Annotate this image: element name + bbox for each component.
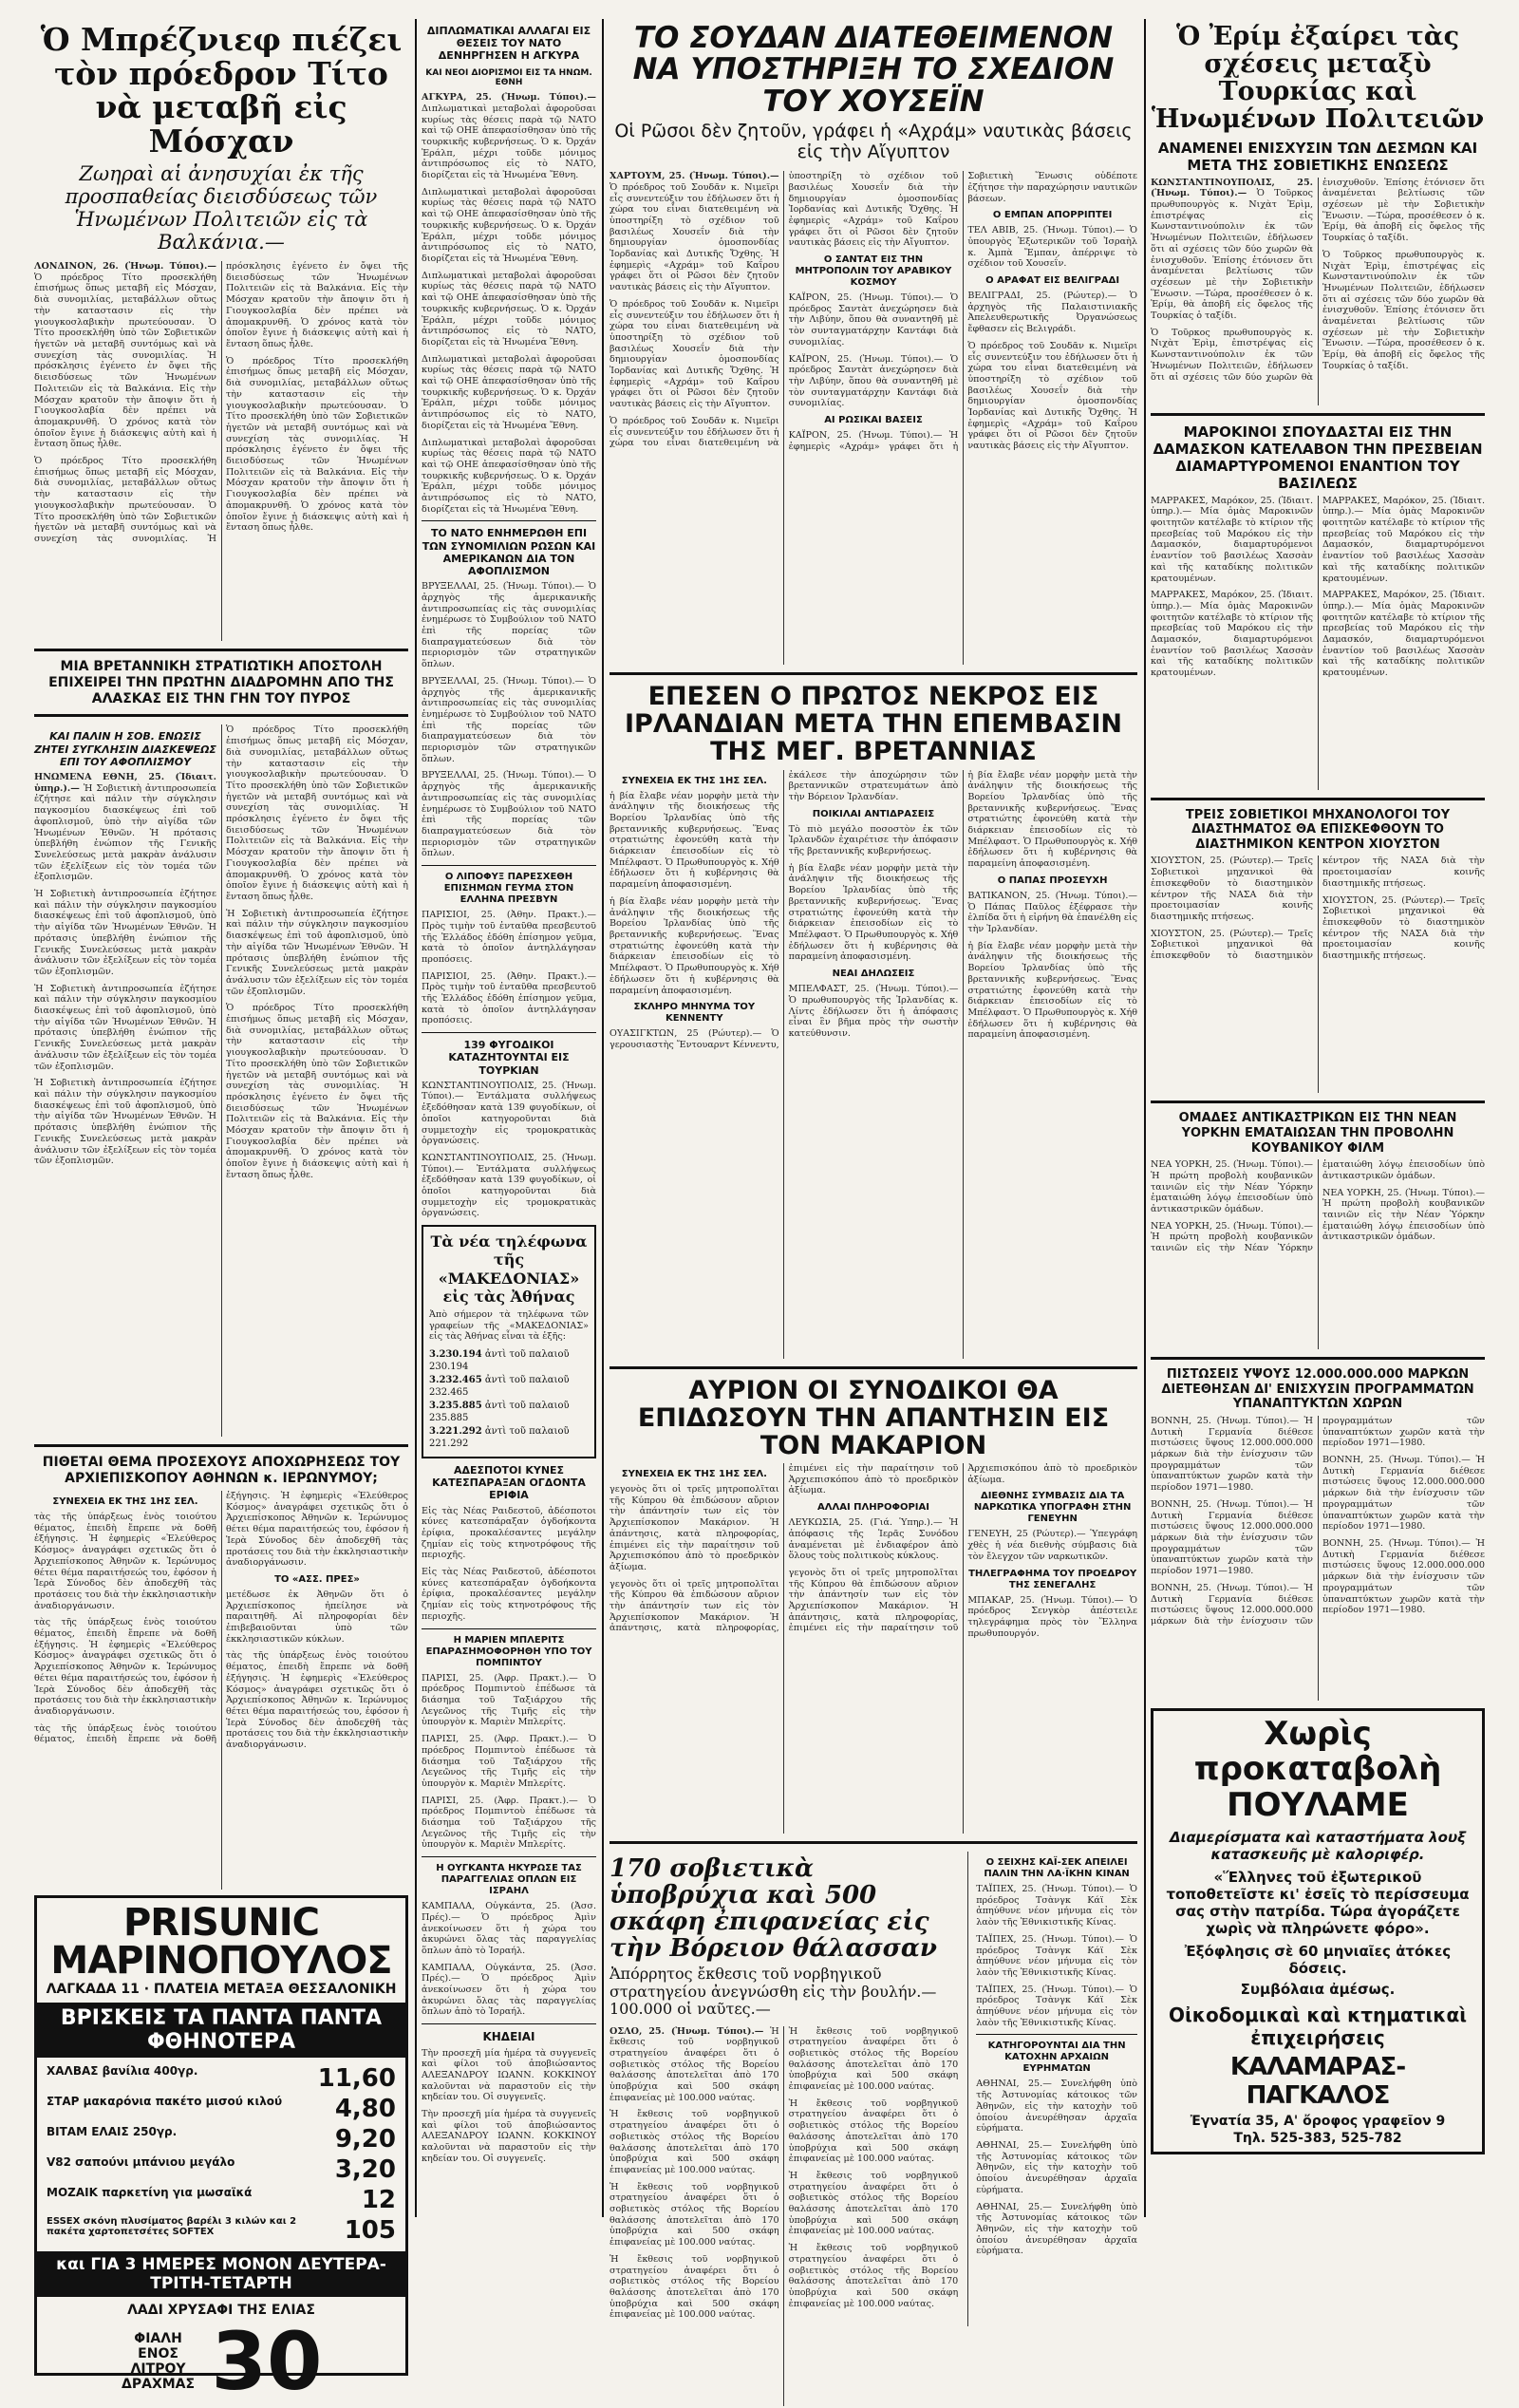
sudan-deck: Οἱ Ρῶσοι δὲν ζητοῦν, γράφει ἡ «Αχράμ» ναυτικὰς βάσεις εἰς τὴν Αἴγυπτον [614, 121, 1133, 163]
article-text: Ἡ ἔκθεσις τοῦ νορβηγικοῦ στρατηγείου ἀναφέρει ὅτι ὁ σοβιετικὸς στόλος τῆς Βορείου θαλάσσης ἀποτελεῖται ἀπὸ 170 ὑποβρύχια καὶ 500 σκάφη ἐπιφανείας μὲ 100.000 ναύτας. [788, 2025, 959, 2093]
article-text: ΚΑΪΡΟΝ, 25. (Ἠνωμ. Τύποι).— Ὁ πρόεδρος Σαντὰτ ἀνεχώρησεν διὰ τὴν Λιβύην, ὅπου θὰ συναντηθῆ μὲ τὸν συνταγματάρχην Καντάφι διὰ συνομιλίας. [788, 353, 959, 409]
side-briefs [967, 1852, 1137, 2326]
article-text: ΤΑΪΠΕΧ, 25. (Ἠνωμ. Τύποι).— Ὁ πρόεδρος Τσὰνγκ Κάϊ Σὲκ ἀπηύθυνε νέον μήνυμα εἰς τὸν λαὸν τῆς Ἐθνικιστικῆς Κίνας. [976, 1984, 1137, 2028]
article-text: Ὁ πρόεδρος τοῦ Σουδᾶν κ. Νιμεϊρι εἶς συνεντεύξιν του ἐδήλωσεν ὅτι ἡ χώρα του εἶναι διατεθειμένη νὰ ὑποστηρίξη τὸ σχέδιον τοῦ βασιλέως Χουσεΐν διὰ τὴν δημιουργίαν ὁμοσπονδίας Ἰορδανίας καὶ Δυτικῆς Ὄχθης. Ἡ ἐφημερὶς «Αχράμ» τοῦ Καΐρου γράφει ὅτι οἱ Ρῶσοι δὲν ζητοῦν ναυτικὰς βάσεις εἰς τὴν Αἴγυπτον. [609, 181, 779, 293]
article-text: Ὁ πρόεδρος Τίτο προσεκλήθη ἐπισήμως ὅπως μεταβῆ εἰς Μόσχαν, διὰ συνομιλίας, μεταβάλλων οὕτως τὴν καταστασιν εἰς τὴν γιουγκοσλαβικὴν πρωτεύουσαν. Ὁ Τίτο προσεκλήθη ὑπὸ τῶν Σοβιετικῶν ἡγετῶν νὰ μεταβῆ συντόμως καὶ νὰ συνεχίση τὰς συνομιλίας. Ἡ πρόσκλησις ἐγένετο ἐν ὄψει τῆς διεισδύσεως τῶν Ἡνωμένων Πολιτειῶν εἰς τὰ Βαλκάνια. Εἰς τὴν Μόσχαν κρατοῦν τὴν ἄποψιν ὅτι ἡ Γιουγκοσλαβία δὲν πρέπει νὰ ἀπομακρυνθῆ. Ὁ χρόνος κατὰ τὸν ὁποῖον ἔγινε ἡ διάσκεψις αὐτὴ καὶ ἡ ἔνταση ὅπως ἦλθε. [226, 1003, 408, 1180]
dublin-sub: ΝΕΑΙ ΔΗΛΩΣΕΙΣ [832, 969, 915, 980]
article-text: ἡ βία ἔλαβε νέαν μορφὴν μετὰ τὴν ἀνάληψιν τῆς διοικήσεως τῆς Βορείου Ἰρλανδίας ὑπὸ τῆς βρεταννικῆς κυβερνήσεως. Ἕνας στρατιώτης ἐφονεύθη κατὰ τὴν διάρκειαν ἐπεισοδίων εἰς τὸ Μπέλφαστ. Ὁ Πρωθυπουργὸς κ. Χήθ ἐδήλωσεν ὅτι ἡ κυβέρνησις θὰ παραμείνη ἀποφασισμένη. [609, 895, 779, 996]
article-text: ἡ βία ἔλαβε νέαν μορφὴν μετὰ τὴν ἀνάληψιν τῆς διοικήσεως τῆς Βορείου Ἰρλανδίας ὑπὸ τῆς βρεταννικῆς κυβερνήσεως. Ἕνας στρατιώτης ἐφονεύθη κατὰ τὴν διάρκειαν ἐπεισοδίων εἰς τὸ Μπέλφαστ. Ὁ Πρωθυπουργὸς κ. Χήθ ἐδήλωσεν ὅτι ἡ κυβέρνησις θὰ παραμείνη ἀποφασισμένη. [609, 790, 779, 891]
article-text: ΓΕΝΕΥΗ, 25 (Ρώυτερ).— Ὑπεγράφη χθὲς ἡ νέα διεθνὴς σύμβασις διὰ τὸν ἔλεγχον τῶν ναρκωτικῶν. [967, 1529, 1137, 1562]
houston-article [1151, 856, 1485, 1093]
refugees-headline: 139 ΦΥΓΟΔΙΚΟΙ ΚΑΤΑΖΗΤΟΥΝΤΑΙ ΕΙΣ ΤΟΥΡΚΙΑΝ [448, 1039, 570, 1077]
ad-line: Ἐξόφλησις σὲ 60 μηνιαῖες ἀτόκες δόσεις. [1184, 1943, 1452, 1978]
article-text: ΠΑΡΙΣΙΟΙ, 25. (Ἀθην. Πρακτ.).— Πρὸς τιμὴν τοῦ ἐνταῦθα πρεσβευτοῦ τῆς Ἑλλάδος ἐδόθη ἐπίσημον γεῦμα, κατὰ τὸ ὁποῖον ἀντηλλάγησαν προπόσεις. [422, 970, 596, 1026]
article-text: ἡ βία ἔλαβε νέαν μορφὴν μετὰ τὴν ἀνάληψιν τῆς διοικήσεως τῆς Βορείου Ἰρλανδίας ὑπὸ τῆς βρεταννικῆς κυβερνήσεως. Ἕνας στρατιώτης ἐφονεύθη κατὰ τὴν διάρκειαν ἐπεισοδίων εἰς τὸ Μπέλφαστ. Ὁ Πρωθυπουργὸς κ. Χήθ ἐδήλωσεν ὅτι ἡ κυβέρνησις θὰ παραμείνη ἀποφασισμένη. [967, 769, 1137, 870]
belgrade-sub: Ο ΑΡΑΦΑΤ ΕΙΣ ΒΕΛΙΓΡΑΔΙ [985, 275, 1120, 287]
phones-box-title: Τὰ νέα τηλέφωνα τῆς «ΜΑΚΕΔΟΝΙΑΣ» εἰς τὰς Ἀθήνας [430, 1232, 588, 1306]
column-1 [34, 19, 408, 2408]
article-text: τὰς τῆς ὑπάρξεως ἑνὸς τοιούτου θέματος, ἐπειδὴ ἔπρεπε νὰ δοθῆ ἐξήγησις. Ἡ ἐφημερὶς «Ἐλεύθερος Κόσμος» ἀναγράφει σχετικῶς ὅτι ὁ Ἀρχιεπίσκοπος Ἀθηνῶν κ. Ἱερώνυμος θέτει θέμα παραιτήσεώς του, ἐφόσον ἡ Ἱερὰ Σύνοδος δὲν ἀποδεχθῆ τὰς προτάσεις του διὰ τὴν ἐκκλησιαστικὴν ἀναδιοργάνωσιν. [34, 1491, 408, 1745]
erim-headline: Ὁ Ἐρίμ ἐξαίρει τὰς σχέσεις μεταξὺ Τουρκίας καὶ Ἡνωμένων Πολιτειῶν [1151, 22, 1485, 135]
ad-brand: PRISUNIC MAPINOΠΟΥΛΟΣ [50, 1901, 392, 1984]
article-text: ΚΑΪΡΟΝ, 25. (Ἠνωμ. Τύποι).— Ὁ πρόεδρος Σαντὰτ ἀνεχώρησεν διὰ τὴν Λιβύην, ὅπου θὰ συναντηθῆ μὲ τὸν συνταγματάρχην Καντάφι διὰ συνομιλίας. [788, 292, 959, 348]
ad-item: ΒΙΤΑΜ ΕΛΑΙΣ 250γρ. 9,20 [47, 2125, 396, 2154]
article-text: ΧΙΟΥΣΤΟΝ, 25. (Ρώυτερ).— Τρεῖς Σοβιετικοὶ μηχανικοὶ θὰ ἐπισκεφθοῦν τὸ διαστημικὸν κέντρον τῆς ΝΑΣΑ διὰ τὴν προετοιμασίαν κοινῆς διαστημικῆς πτήσεως. [1151, 856, 1313, 922]
article-text: ΒΟΝΝΗ, 25. (Ἠνωμ. Τύποι).— Ἡ Δυτικὴ Γερμανία διέθεσε πιστώσεις ὕψους 12.000.000.000 μάρκων διὰ τὴν ἐνίσχυσιν τῶν προγραμμάτων τῶν ὑπαναπτύκτων χωρῶν κατὰ τὴν περίοδον 1971—1980. [1322, 1538, 1485, 1616]
sudan-headline: ΤΟ ΣΟΥΔΑΝ ΔΙΑΤΕΘΕΙΜΕΝΟΝ ΝΑ ΥΠΟΣΤΗΡΙΞΗ ΤΟ ΣΧΕΔΙΟΝ ΤΟΥ ΧΟΥΣΕΪΝ [632, 21, 1115, 119]
dateline: ΛΟΝΔΙΝΟΝ, 26. (Ἠνωμ. Τύποι).— [34, 261, 216, 273]
continued-label: ΣΥΝΕΧΕΙΑ ΕΚ ΤΗΣ 1ΗΣ ΣΕΛ. [52, 1496, 198, 1508]
morocco-headline: ΜΑΡΟΚΙΝΟΙ ΣΠΟΥΔΑΣΤΑΙ ΕΙΣ ΤΗΝ ΔΑΜΑΣΚΟΝ ΚΑΤΕΛΑΒΟΝ ΤΗΝ ΠΡΕΣΒΕΙΑΝ ΔΙΑΜΑΡΤΥΡΟΜΕΝΟΙ ΕΝΑΝΤΙΟΝ ΤΟΥ ΒΑΣΙΛΕΩΣ [1153, 423, 1483, 492]
article-text: Εἰς τὰς Νέας Ραιδεστοῦ, ἀδέσποτοι κύνες κατεσπάραξαν ὀγδοήκοντα ἐρίφια, προκαλέσαντες μεγάλην ζημίαν εἰς τοὺς κτηνοτρόφους τῆς περιοχῆς. [422, 1505, 596, 1561]
ad-item: ΜΟΖΑΙΚ παρκετίνη για μωσαϊκά 12 [47, 2186, 396, 2215]
ad-line: Οἰκοδομικαὶ καὶ κτηματικαὶ ἐπιχειρήσεις [1168, 2004, 1468, 2050]
article-text: τὰς τῆς ὑπάρξεως ἑνὸς τοιούτου θέματος, ἐπειδὴ ἔπρεπε νὰ δοθῆ ἐξήγησις. Ἡ ἐφημερὶς «Ἐλεύθερος Κόσμος» ἀναγράφει σχετικῶς ὅτι ὁ Ἀρχιεπίσκοπος Ἀθηνῶν κ. Ἱερώνυμος θέτει θέμα παραιτήσεώς του, ἐφόσον ἡ Ἱερὰ Σύνοδος δὲν ἀποδεχθῆ τὰς προτάσεις του διὰ τὴν ἐκκλησιαστικὴν ἀναδιοργάνωσιν. [34, 1617, 216, 1717]
article-text: ΚΩΝΣΤΑΝΤΙΝΟΥΠΟΛΙΣ, 25. (Ἠνωμ. Τύποι).— Ἐντάλματα συλλήψεως ἐξεδόθησαν κατὰ 139 φυγοδίκων, οἱ ὁποῖοι κατηγοροῦνται διὰ συμμετοχὴν εἰς τρομοκρατικὰς ὀργανώσεις. [422, 1080, 596, 1147]
article-text: ΒΑΤΙΚΑΝΟΝ, 25. (Ἠνωμ. Τύποι).— Ὁ Πάπας Παῦλος ἐξέφρασε τὴν ἐλπίδα ὅτι ἡ εἰρήνη θὰ ἐπανέλθη εἰς τὴν Ἰρλανδίαν. [967, 890, 1137, 934]
article-text: ἡ βία ἔλαβε νέαν μορφὴν μετὰ τὴν ἀνάληψιν τῆς διοικήσεως τῆς Βορείου Ἰρλανδίας ὑπὸ τῆς βρεταννικῆς κυβερνήσεως. Ἕνας στρατιώτης ἐφονεύθη κατὰ τὴν διάρκειαν ἐπεισοδίων εἰς τὸ Μπέλφαστ. Ὁ Πρωθυπουργὸς κ. Χήθ ἐδήλωσεν ὅτι ἡ κυβέρνησις θὰ παραμείνη ἀποφασισμένη. [788, 862, 959, 963]
article-text: Ἡ ἔκθεσις τοῦ νορβηγικοῦ στρατηγείου ἀναφέρει ὅτι ὁ σοβιετικὸς στόλος τῆς Βορείου θαλάσσης ἀποτελεῖται ἀπὸ 170 ὑποβρύχια καὶ 500 σκάφη ἐπιφανείας μὲ 100.000 ναύτας. [609, 2109, 779, 2175]
prisunic-ad [34, 1895, 408, 2408]
ad-line: «Ἕλληνες τοῦ ἐξωτερικοῦ τοποθετεῖστε κι' ἐσεῖς τὸ περίσσευμα σας στὴν πατρίδα. Τώρα ἀγοράζετε χωρὶς νὰ πληρώνετε φόρο». [1166, 1869, 1470, 1938]
article-text: ΤΑΪΠΕΧ, 25. (Ἠνωμ. Τύποι).— Ὁ πρόεδρος Τσὰνγκ Κάϊ Σὲκ ἀπηύθυνε νέον μήνυμα εἰς τὸν λαὸν τῆς Ἐθνικιστικῆς Κίνας. [976, 1933, 1137, 1978]
article-text: ΜΑΡΡΑΚΕΣ, Μαρόκον, 25. (Ἰδιαιτ. ὑπηρ.).— Μία ὁμὰς Μαροκινῶν φοιτητῶν κατέλαβε τὸ κτίριον τῆς πρεσβείας τοῦ Μαρόκου εἰς τὴν Δαμασκόν, διαμαρτυρόμενοι ἐναντίον τοῦ βασιλέως Χασσὰν καὶ τῆς καταδίκης πολιτικῶν κρατουμένων. [1151, 495, 1313, 584]
ad-address: ΛΑΓΚΑΔΑ 11 · ΠΛΑΤΕΙΑ ΜΕΤΑΞΑ ΘΕΣΣΑΛΟΝΙΚΗ [46, 1982, 397, 1998]
column-2: ΔΙΠΛΩΜΑΤΙΚΑΙ ΑΛΛΑΓΑΙ ΕΙΣ ΘΕΣΕΙΣ ΤΟΥ ΝΑΤΟ ΔΕΝΗΡΓΗΣΕΝ Η ΑΓΚΥΡΑ ΚΑΙ ΝΕΟΙ ΔΙΟΡΙΣΜΟΙ ΕΙΣ ΤΑ ΗΝΩΜ. ΕΘΝΗ ΑΓΚΥΡΑ, 25. (Ἠνωμ. Τύποι).— Διπλωματικαὶ μεταβολαὶ ἀφοροῦσαι κυρίως τὰς θέσεις παρὰ τῷ ΝΑΤΟ καὶ τῷ ΟΗΕ ἀπεφασίσθησαν ὑπὸ τῆς τουρκικῆς κυβερνήσεως. Ὁ κ. Ὀρχάν Ἐράλπ, μέχρι τοῦδε μόνιμος ἀντιπρόσωπος εἰς τὸ ΝΑΤΟ, διορίζεται εἰς τὰ Ἡνωμένα Ἔθνη. Διπλωματικαὶ μεταβολαὶ ἀφοροῦσαι κυρίως τὰς θέσεις παρὰ τῷ ΝΑΤΟ καὶ τῷ ΟΗΕ ἀπεφασίσθησαν ὑπὸ τῆς τουρκικῆς κυβερνήσεως. Ὁ κ. Ὀρχάν Ἐράλπ, μέχρι τοῦδε μόνιμος ἀντιπρόσωπος εἰς τὸ ΝΑΤΟ, διορίζεται εἰς τὰ Ἡνωμένα Ἔθνη. Διπλωματικαὶ μεταβολαὶ ἀφοροῦσαι κυρίως τὰς θέσεις παρὰ τῷ ΝΑΤΟ καὶ τῷ ΟΗΕ ἀπεφασίσθησαν ὑπὸ τῆς τουρκικῆς κυβερνήσεως. Ὁ κ. Ὀρχάν Ἐράλπ, μέχρι τοῦδε μόνιμος ἀντιπρόσωπος εἰς τὸ ΝΑΤΟ, διορίζεται εἰς τὰ Ἡνωμένα Ἔθνη. Διπλωματικαὶ μεταβολαὶ ἀφοροῦσαι κυρίως τὰς θέσεις παρὰ τῷ ΝΑΤΟ καὶ τῷ ΟΗΕ ἀπεφασίσθησαν ὑπὸ τῆς τουρκικῆς κυβερνήσεως. Ὁ κ. Ὀρχάν Ἐράλπ, μέχρι τοῦδε μόνιμος ἀντιπρόσωπος εἰς τὸ ΝΑΤΟ, διορίζεται εἰς τὰ Ἡνωμένα Ἔθνη. Διπλωματικαὶ μεταβολαὶ ἀφοροῦσαι κυρίως τὰς θέσεις παρὰ τῷ ΝΑΤΟ καὶ τῷ ΟΗΕ ἀπεφασίσθησαν ὑπὸ τῆς τουρκικῆς κυβερνήσεως. Ὁ κ. Ὀρχάν Ἐράλπ, μέχρι τοῦδε μόνιμος ἀντιπρόσωπος εἰς τὸ ΝΑΤΟ, διορίζεται εἰς τὰ Ἡνωμένα Ἔθνη. ΤΟ ΝΑΤΟ ΕΝΗΜΕΡΩΘΗ ΕΠΙ ΤΩΝ ΣΥΝΟΜΙΛΙΩΝ ΡΩΣΩΝ ΚΑΙ ΑΜΕΡΙΚΑΝΩΝ ΔΙΑ ΤΟΝ ΑΦΟΠΛΙΣΜΟΝ ΒΡΥΞΕΛΛΑΙ, 25. (Ἠνωμ. Τύποι).— Ὁ ἀρχηγὸς τῆς ἀμερικανικῆς ἀντιπροσωπείας εἰς τὰς συνομιλίας ἐνημέρωσε τὸ Συμβούλιον τοῦ ΝΑΤΟ ἐπὶ τῆς πορείας τῶν διαπραγματεύσεων διὰ τὸν περιορισμὸν τῶν στρατηγικῶν ὅπλων. ΒΡΥΞΕΛΛΑΙ, 25. (Ἠνωμ. Τύποι).— Ὁ ἀρχηγὸς τῆς ἀμερικανικῆς ἀντιπροσωπείας εἰς τὰς συνομιλίας ἐνημέρωσε τὸ Συμβούλιον τοῦ ΝΑΤΟ ἐπὶ τῆς πορείας τῶν διαπραγματεύσεων διὰ τὸν περιορισμὸν τῶν στρατηγικῶν ὅπλων. ΒΡΥΞΕΛΛΑΙ, 25. (Ἠνωμ. Τύποι).— Ὁ ἀρχηγὸς τῆς ἀμερικανικῆς ἀντιπροσωπείας εἰς τὰς συνομιλίας ἐνημέρωσε τὸ Συμβούλιον τοῦ ΝΑΤΟ ἐπὶ τῆς πορείας τῶν διαπραγματεύσεων διὰ τὸν περιορισμὸν τῶν στρατηγικῶν ὅπλων. Ο ΛΙΠΟΦΥΞ ΠΑΡΕΣΧΕΘΗ ΕΠΙΣΗΜΩΝ ΓΕΥΜΑ ΣΤΟΝ ΕΛΛΗΝΑ ΠΡΕΣΒΥΝ ΠΑΡΙΣΙΟΙ, 25. (Ἀθην. Πρακτ.).— Πρὸς τιμὴν τοῦ ἐνταῦθα πρεσβευτοῦ τῆς Ἑλλάδος ἐδόθη ἐπίσημον γεῦμα, κατὰ τὸ ὁποῖον ἀντηλλάγησαν προπόσεις. ΠΑΡΙΣΙΟΙ, 25. (Ἀθην. Πρακτ.).— Πρὸς τιμὴν τοῦ ἐνταῦθα πρεσβευτοῦ τῆς Ἑλλάδος ἐδόθη ἐπίσημον γεῦμα, κατὰ τὸ ὁποῖον ἀντηλλάγησαν προπόσεις. 139 ΦΥΓΟΔΙΚΟΙ ΚΑΤΑΖΗΤΟΥΝΤΑΙ ΕΙΣ ΤΟΥΡΚΙΑΝ ΚΩΝΣΤΑΝΤΙΝΟΥΠΟΛΙΣ, 25. (Ἠνωμ. Τύποι).— Ἐντάλματα συλλήψεως ἐξεδόθησαν κατὰ 139 φυγοδίκων, οἱ ὁποῖοι κατηγοροῦνται διὰ συμμετοχὴν εἰς τρομοκρατικὰς ὀργανώσεις. ΚΩΝΣΤΑΝΤΙΝΟΥΠΟΛΙΣ, 25. (Ἠνωμ. Τύποι).— Ἐντάλματα συλλήψεως ἐξεδόθησαν κατὰ 139 φυγοδίκων, οἱ ὁποῖοι κατηγοροῦνται διὰ συμμετοχὴν εἰς τρομοκρατικὰς ὀργανώσεις. Τὰ νέα τηλέφωνα τῆς «ΜΑΚΕΔΟΝΙΑΣ» εἰς τὰς Ἀθήνας Ἀπὸ σήμερον τὰ τηλέφωνα τῶν γραφείων τῆς «ΜΑΚΕΔΟΝΙΑΣ» εἰς τὰς Ἀθήνας εἶναι τὰ ἑξῆς: 3.230.194 ἀντὶ τοῦ παλαιοῦ 230.194 3.232.465 ἀντὶ τοῦ παλαιοῦ 232.465 3.235.885 ἀντὶ τοῦ παλαιοῦ 235.885 3.221.292 ἀντὶ τοῦ παλαιοῦ 221.292 ΑΔΕΣΠΟΤΟΙ ΚΥΝΕΣ ΚΑΤΕΣΠΑΡΑΞΑΝ ΟΓΔΟΝΤΑ ΕΡΙΦΙΑ Εἰς τὰς Νέας Ραιδεστοῦ, ἀδέσποτοι κύνες κατεσπάραξαν ὀγδοήκοντα ἐρίφια, προκαλέσαντες μεγάλην ζημίαν εἰς τοὺς κτηνοτρόφους τῆς περιοχῆς. Εἰς τὰς Νέας Ραιδεστοῦ, ἀδέσποτοι κύνες κατεσπάραξαν ὀγδοήκοντα ἐρίφια, προκαλέσαντες μεγάλην ζημίαν εἰς τοὺς κτηνοτρόφους τῆς περιοχῆς. Η ΜΑΡΙΕΝ ΜΠΛΕΡΙΤΣ ΕΠΑΡΑΣΗΜΟΦΟΡΗΘΗ ΥΠΟ ΤΟΥ ΠΟΜΠΙΝΤΟΥ ΠΑΡΙΣΙ, 25. (Ἀφρ. Πρακτ.).— Ὁ πρόεδρος Πομπιντοὺ ἐπέδωσε τὰ διάσημα τοῦ Ταξιάρχου τῆς Λεγεῶνος τῆς Τιμῆς εἰς τὴν ὑπουργὸν κ. Μαριὲν Μπλερίτς. ΠΑΡΙΣΙ, 25. (Ἀφρ. Πρακτ.).— Ὁ πρόεδρος Πομπιντοὺ ἐπέδωσε τὰ διάσημα τοῦ Ταξιάρχου τῆς Λεγεῶνος τῆς Τιμῆς εἰς τὴν ὑπουργὸν κ. Μαριὲν Μπλερίτς. ΠΑΡΙΣΙ, 25. (Ἀφρ. Πρακτ.).— Ὁ πρόεδρος Πομπιντοὺ ἐπέδωσε τὰ διάσημα τοῦ Ταξιάρχου τῆς Λεγεῶνος τῆς Τιμῆς εἰς τὴν ὑπουργὸν κ. Μαριὲν Μπλερίτς. Η ΟΥΓΚΑΝΤΑ ΗΚΥΡΩΣΕ ΤΑΣ ΠΑΡΑΓΓΕΛΙΑΣ ΟΠΛΩΝ ΕΙΣ ΙΣΡΑΗΛ ΚΑΜΠΑΛΑ, Οὐγκάντα, 25. (Ἀσσ. Πρές).— Ὁ πρόεδρος Ἀμὶν ἀνεκοίνωσεν ὅτι ἡ χώρα του ἀκυρώνει ὅλας τὰς παραγγελίας ὅπλων ἀπὸ τὸ Ἰσραήλ. ΚΑΜΠΑΛΑ, Οὐγκάντα, 25. (Ἀσσ. Πρές).— Ὁ πρόεδρος Ἀμὶν ἀνεκοίνωσεν ὅτι ἡ χώρα του ἀκυρώνει ὅλας τὰς παραγγελίας ὅπλων ἀπὸ τὸ Ἰσραήλ. ΚΗΔΕΙΑΙ Τὴν προσεχῆ μία ἡμέρα τὰ συγγενεῖς καὶ φίλοι τοῦ ἀποβιώσαντος ΑΛΕΞΑΝΔΡΟΥ ΙΩΑΝΝ. ΚΟΚΚΙΝΟΥ καλοῦνται νὰ παραστοῦν εἰς τὴν κηδείαν του. Οἱ συγγενεῖς. Τὴν προσεχῆ μία ἡμέρα τὰ συγγενεῖς καὶ φίλοι τοῦ ἀποβιώσαντος ΑΛΕΞΑΝΔΡΟΥ ΙΩΑΝΝ. ΚΟΚΚΙΝΟΥ καλοῦνται νὰ παραστοῦν εἰς τὴν κηδείαν του. Οἱ συγγενεῖς. [422, 25, 596, 2164]
phones-list [429, 1348, 589, 1451]
eban-sub: Ο ΕΜΠΑΝ ΑΠΟΡΡΙΠΤΕΙ [992, 210, 1113, 221]
ad-address: Ἐγνατία 35, Α' ὄροφος γραφεῖον 9 [1190, 2114, 1446, 2130]
credits-article [1151, 1416, 1485, 1701]
ad-slogan: ΒΡΙΣΚΕΙΣ ΤΑ ΠΑΝΤΑ ΠΑΝΤΑ ΦΘΗΝΟΤΕΡΑ [37, 2003, 405, 2058]
peace-headline: Ο ΛΙΠΟΦΥΞ ΠΑΡΕΣΧΕΘΗ ΕΠΙΣΗΜΩΝ ΓΕΥΜΑ ΣΤΟΝ ΕΛΛΗΝΑ ΠΡΕΣΒΥΝ [443, 872, 574, 906]
article-text: Ὁ πρόεδρος τοῦ Σουδᾶν κ. Νιμεϊρι εἶς συνεντεύξιν του ἐδήλωσεν ὅτι ἡ χώρα του εἶναι διατεθειμένη νὰ ὑποστηρίξη τὸ σχέδιον τοῦ βασιλέως Χουσεΐν διὰ τὴν δημιουργίαν ὁμοσπονδίας Ἰορδανίας καὶ Δυτικῆς Ὄχθης. Ἡ ἐφημερὶς «Αχράμ» τοῦ Καΐρου γράφει ὅτι οἱ Ρῶσοι δὲν ζητοῦν ναυτικὰς βάσεις εἰς τὴν Αἴγυπτον. [967, 340, 1137, 452]
phones-box-text: Ἀπὸ σήμερον τὰ τηλέφωνα τῶν γραφείων τῆς «ΜΑΚΕΔΟΝΙΑΣ» εἰς τὰς Ἀθήνας εἶναι τὰ ἑξῆς: [429, 1308, 589, 1343]
article-text: ΜΑΡΡΑΚΕΣ, Μαρόκον, 25. (Ἰδιαιτ. ὑπηρ.).— Μία ὁμὰς Μαροκινῶν φοιτητῶν κατέλαβε τὸ κτίριον τῆς πρεσβείας τοῦ Μαρόκου εἰς τὴν Δαμασκόν, διαμαρτυρόμενοι ἐναντίον τοῦ βασιλέως Χασσὰν καὶ τῆς καταδίκης πολιτικῶν κρατουμένων. [1322, 495, 1485, 584]
article-text: ΠΑΡΙΣΙ, 25. (Ἀφρ. Πρακτ.).— Ὁ πρόεδρος Πομπιντοὺ ἐπέδωσε τὰ διάσημα τοῦ Ταξιάρχου τῆς Λεγεῶνος τῆς Τιμῆς εἰς τὴν ὑπουργὸν κ. Μαριὲν Μπλερίτς. [422, 1672, 596, 1728]
ad-headline: Χωρὶς προκαταβολὴ ΠΟΥΛΑΜΕ [1193, 1714, 1442, 1824]
article-text: ΜΠΕΛΦΑΣΤ, 25. (Ἠνωμ. Τύποι).— Ὁ πρωθυπουργὸς τῆς Ἰρλανδίας κ. Λίντς ἐδήλωσεν ὅτι ἡ ἀπόφασις εἶναι ἓν βῆμα πρὸς τὴν σωστὴν κατεύθυνσιν. [788, 984, 959, 1039]
ad-item: V82 σαπούνι μπάνιου μεγάλο 3,20 [47, 2155, 396, 2185]
ireland-article [609, 770, 1137, 1359]
article-text: Ἡ ἔκθεσις τοῦ νορβηγικοῦ στρατηγείου ἀναφέρει ὅτι ὁ σοβιετικὸς στόλος τῆς Βορείου θαλάσσης ἀποτελεῖται ἀπὸ 170 ὑποβρύχια καὶ 500 σκάφη ἐπιφανείας μὲ 100.000 ναύτας. [788, 2098, 959, 2165]
ad-days-banner: και ΓΙΑ 3 ΗΜΕΡΕΣ ΜΟΝΟΝ ΔΕΥΤΕΡΑ-ΤΡΙΤΗ-ΤΕΤΑΡΤΗ [37, 2251, 405, 2297]
morocco-article [1151, 496, 1485, 790]
article-text: Ἡ Σοβιετικὴ ἀντιπροσωπεία ἐζήτησε καὶ πάλιν τὴν σύγκλησιν παγκοσμίου διασκέψεως ἐπὶ τοῦ ἀφοπλισμοῦ, ὑπὸ τὴν αἰγίδα τῶν Ἡνωμένων Ἐθνῶν. Ἡ πρότασις ὑπεβλήθη ἐνώπιον τῆς Γενικῆς Συνελεύσεως μετὰ μακρὰν ἀνάλυσιν τῶν ἐξελίξεων εἰς τὸν τομέα τῶν ἐξοπλισμῶν. [34, 782, 216, 883]
article-text: ΜΑΡΡΑΚΕΣ, Μαρόκον, 25. (Ἰδιαιτ. ὑπηρ.).— Μία ὁμὰς Μαροκινῶν φοιτητῶν κατέλαβε τὸ κτίριον τῆς πρεσβείας τοῦ Μαρόκου εἰς τὴν Δαμασκόν, διαμαρτυρόμενοι ἐναντίον τοῦ βασιλέως Χασσὰν καὶ τῆς καταδίκης πολιτικῶν κρατουμένων. [1151, 590, 1313, 679]
article-text: ΝΕΑ ΥΟΡΚΗ, 25. (Ἠνωμ. Τύποι).— Ἡ πρώτη προβολὴ κουβανικῶν ταινιῶν εἰς τὴν Νέαν Ὑόρκην ἐματαιώθη λόγῳ ἐπεισοδίων ὑπὸ ἀντικαστρικῶν ὁμάδων. [1322, 1187, 1485, 1243]
ad-price-list [37, 2063, 405, 2246]
synod-headline: ΑΥΡΙΟΝ ΟΙ ΣΥΝΟΔΙΚΟΙ ΘΑ ΕΠΙΔΩΣΟΥΝ ΤΗΝ ΑΠΑΝΤΗΣΙΝ ΕΙΣ ΤΟΝ ΜΑΚΑΡΙΟΝ [637, 1375, 1110, 1460]
article-text: ΟΥΑΣΙΓΚΤΩΝ, 25 (Ρώυτερ).— Ὁ γερουσιαστὴς Ἔντουαρντ Κέννεντυ, ἐκάλεσε τὴν ἀποχώρησιν τῶν βρεταννικῶν στρατευμάτων ἀπὸ τὴν Βόρειον Ἰρλανδίαν. [609, 769, 959, 1050]
pompidou-headline: Η ΜΑΡΙΕΝ ΜΠΛΕΡΙΤΣ ΕΠΑΡΑΣΗΜΟΦΟΡΗΘΗ ΥΠΟ ΤΟΥ ΠΟΜΠΙΝΤΟΥ [425, 1634, 592, 1668]
article-text: ΧΙΟΥΣΤΟΝ, 25. (Ρώυτερ).— Τρεῖς Σοβιετικοὶ μηχανικοὶ θὰ ἐπισκεφθοῦν τὸ διαστημικὸν κέντρον τῆς ΝΑΣΑ διὰ τὴν προετοιμασίαν κοινῆς διαστημικῆς πτήσεως. [1151, 856, 1485, 962]
article-text: ΒΡΥΞΕΛΛΑΙ, 25. (Ἠνωμ. Τύποι).— Ὁ ἀρχηγὸς τῆς ἀμερικανικῆς ἀντιπροσωπείας εἰς τὰς συνομιλίας ἐνημέρωσε τὸ Συμβούλιον τοῦ ΝΑΤΟ ἐπὶ τῆς πορείας τῶν διαπραγματεύσεων διὰ τὸν περιορισμὸν τῶν στρατηγικῶν ὅπλων. [422, 581, 596, 670]
article-text: Ὁ πρόεδρος Τίτο προσεκλήθη ἐπισήμως ὅπως μεταβῆ εἰς Μόσχαν, διὰ συνομιλίας, μεταβάλλων οὕτως τὴν καταστασιν εἰς τὴν γιουγκοσλαβικὴν πρωτεύουσαν. Ὁ Τίτο προσεκλήθη ὑπὸ τῶν Σοβιετικῶν ἡγετῶν νὰ μεταβῆ συντόμως καὶ νὰ συνεχίση τὰς συνομιλίας. Ἡ πρόσκλησις ἐγένετο ἐν ὄψει τῆς διεισδύσεως τῶν Ἡνωμένων Πολιτειῶν εἰς τὰ Βαλκάνια. Εἰς τὴν Μόσχαν κρατοῦν τὴν ἄποψιν ὅτι ἡ Γιουγκοσλαβία δὲν πρέπει νὰ ἀπομακρυνθῆ. Ὁ χρόνος κατὰ τὸν ὁποῖον ἔγινε ἡ διάσκεψις αὐτὴ καὶ ἡ ἔνταση ὅπως ἦλθε. [34, 261, 408, 544]
article-text: Ἡ ἔκθεσις τοῦ νορβηγικοῦ στρατηγείου ἀναφέρει ὅτι ὁ σοβιετικὸς στόλος τῆς Βορείου θαλάσσης ἀποτελεῖται ἀπὸ 170 ὑποβρύχια καὶ 500 σκάφη ἐπιφανείας μὲ 100.000 ναύτας. [609, 2025, 779, 2103]
sov-headline: ΚΑΙ ΠΑΛΙΝ Η ΣΟΒ. ΕΝΩΣΙΣ ΖΗΤΕΙ ΣΥΓΚΛΗΣΙΝ ΔΙΑΣΚΕΨΕΩΣ ΕΠΙ ΤΟΥ ΑΦΟΠΛΙΣΜΟΥ [34, 730, 216, 768]
article-text: τὰς τῆς ὑπάρξεως ἑνὸς τοιούτου θέματος, ἐπειδὴ ἔπρεπε νὰ δοθῆ ἐξήγησις. Ἡ ἐφημερὶς «Ἐλεύθερος Κόσμος» ἀναγράφει σχετικῶς ὅτι ὁ Ἀρχιεπίσκοπος Ἀθηνῶν κ. Ἱερώνυμος θέτει θέμα παραιτήσεώς του, ἐφόσον ἡ Ἱερὰ Σύνοδος δὲν ἀποδεχθῆ τὰς προτάσεις του διὰ τὴν ἐκκλησιαστικὴν ἀναδιοργάνωσιν. [226, 1650, 408, 1751]
article-text: ΚΑΪΡΟΝ, 25. (Ἠνωμ. Τύποι).— Ἡ ἐφημερὶς «Αχράμ» γράφει ὅτι ἡ Σοβιετικὴ Ἕνωσις οὐδέποτε ἐζήτησε τὴν παραχώρησιν ναυτικῶν βάσεων. [788, 171, 1137, 452]
article-text: Εἰς τὰς Νέας Ραιδεστοῦ, ἀδέσποτοι κύνες κατεσπάραξαν ὀγδοήκοντα ἐρίφια, προκαλέσαντες μεγάλην ζημίαν εἰς τοὺς κτηνοτρόφους τῆς περιοχῆς. [422, 1567, 596, 1622]
israel-headline: Η ΟΥΓΚΑΝΤΑ ΗΚΥΡΩΣΕ ΤΑΣ ΠΑΡΑΓΓΕΛΙΑΣ ΟΠΛΩΝ ΕΙΣ ΙΣΡΑΗΛ [436, 1863, 582, 1897]
subs-headline: 170 σοβιετικὰ ὑποβρύχια καὶ 500 σκάφη ἐπιφανείας εἰς τὴν Βόρειον θάλασσαν [609, 1854, 937, 1964]
article-text: Ἡ Σοβιετικὴ ἀντιπροσωπεία ἐζήτησε καὶ πάλιν τὴν σύγκλησιν παγκοσμίου διασκέψεως ἐπὶ τοῦ ἀφοπλισμοῦ, ὑπὸ τὴν αἰγίδα τῶν Ἡνωμένων Ἐθνῶν. Ἡ πρότασις ὑπεβλήθη ἐνώπιον τῆς Γενικῆς Συνελεύσεως μετὰ μακρὰν ἀνάλυσιν τῶν ἐξελίξεων εἰς τὸν τομέα τῶν ἐξοπλισμῶν. [34, 889, 216, 977]
russian-sub: ΑΙ ΡΩΣΙΚΑΙ ΒΑΣΕΙΣ [824, 415, 923, 426]
dateline: ΗΝΩΜΕΝΑ ΕΘΝΗ, 25. (Ἰδιαιτ. ὑπηρ.).— [34, 772, 216, 794]
article-text: Ἡ ἔκθεσις τοῦ νορβηγικοῦ στρατηγείου ἀναφέρει ὅτι ὁ σοβιετικὸς στόλος τῆς Βορείου θαλάσσης ἀποτελεῖται ἀπὸ 170 ὑποβρύχια καὶ 500 σκάφη ἐπιφανείας μὲ 100.000 ναύτας. [788, 2170, 959, 2237]
phones-box [422, 1225, 596, 1458]
article-text: ΚΑΜΠΑΛΑ, Οὐγκάντα, 25. (Ἀσσ. Πρές).— Ὁ πρόεδρος Ἀμὶν ἀνεκοίνωσεν ὅτι ἡ χώρα του ἀκυρώνει ὅλας τὰς παραγγελίας ὅπλων ἀπὸ τὸ Ἰσραήλ. [422, 1901, 596, 1956]
reactions-sub: ΠΟΙΚΙΛΑΙ ΑΝΤΙΔΡΑΣΕΙΣ [812, 808, 935, 819]
article-text: Διπλωματικαὶ μεταβολαὶ ἀφοροῦσαι κυρίως τὰς θέσεις παρὰ τῷ ΝΑΤΟ καὶ τῷ ΟΗΕ ἀπεφασίσθησαν ὑπὸ τῆς τουρκικῆς κυβερνήσεως. Ὁ κ. Ὀρχάν Ἐράλπ, μέχρι τοῦδε μόνιμος ἀντιπρόσωπος εἰς τὸ ΝΑΤΟ, διορίζεται εἰς τὰ Ἡνωμένα Ἔθνη. [422, 270, 596, 348]
article-text: ΒΟΝΝΗ, 25. (Ἠνωμ. Τύποι).— Ἡ Δυτικὴ Γερμανία διέθεσε πιστώσεις ὕψους 12.000.000.000 μάρκων διὰ τὴν ἐνίσχυσιν τῶν προγραμμάτων τῶν ὑπαναπτύκτων χωρῶν κατὰ τὴν περίοδον 1971—1980. [1151, 1415, 1485, 1627]
sadat-sub: Ο ΣΑΝΤΑΤ ΕΙΣ ΤΗΝ ΜΗΤΡΟΠΟΛΙΝ ΤΟΥ ΑΡΑΒΙΚΟΥ ΚΟΣΜΟΥ [795, 254, 952, 289]
article-text: ΒΟΝΝΗ, 25. (Ἠνωμ. Τύποι).— Ἡ Δυτικὴ Γερμανία διέθεσε πιστώσεις ὕψους 12.000.000.000 μάρκων διὰ τὴν ἐνίσχυσιν τῶν προγραμμάτων τῶν ὑπαναπτύκτων χωρῶν κατὰ τὴν περίοδον 1971—1980. [1151, 1415, 1313, 1494]
houston-headline: ΤΡΕΙΣ ΣΟΒΙΕΤΙΚΟΙ ΜΗΧΑΝΟΛΟΓΟΙ ΤΟΥ ΔΙΑΣΤΗΜΑΤΟΣ ΘΑ ΕΠΙΣΚΕΦΘΟΥΝ ΤΟ ΔΙΑΣΤΗΜΙΚΟΝ ΚΕΝΤΡΟΝ ΧΙΟΥΣΤΟΝ [1185, 807, 1451, 852]
lead-headline: Ὁ Μπρέζνιεφ πιέζει τὸν πρόεδρον Τίτο νὰ μεταβῆ εἰς Μόσχαν [40, 21, 403, 160]
article-text: ΠΑΡΙΣΙ, 25. (Ἀφρ. Πρακτ.).— Ὁ πρόεδρος Πομπιντοὺ ἐπέδωσε τὰ διάσημα τοῦ Ταξιάρχου τῆς Λεγεῶνος τῆς Τιμῆς εἰς τὴν ὑπουργὸν κ. Μαριὲν Μπλερίτς. [422, 1795, 596, 1851]
disarmament-article [34, 724, 408, 1437]
article-text: Ἡ Σοβιετικὴ ἀντιπροσωπεία ἐζήτησε καὶ πάλιν τὴν σύγκλησιν παγκοσμίου διασκέψεως ἐπὶ τοῦ ἀφοπλισμοῦ, ὑπὸ τὴν αἰγίδα τῶν Ἡνωμένων Ἐθνῶν. Ἡ πρότασις ὑπεβλήθη ἐνώπιον τῆς Γενικῆς Συνελεύσεως μετὰ μακρὰν ἀνάλυσιν τῶν ἐξελίξεων εἰς τὸν τομέα τῶν ἐξοπλισμῶν. [34, 1078, 216, 1167]
kennedy-sub: ΣΚΛΗΡΟ ΜΗΝΥΜΑ ΤΟΥ ΚΕΝΝΕΝΤΥ [633, 1002, 756, 1025]
article-text: ΤΑΪΠΕΧ, 25. (Ἠνωμ. Τύποι).— Ὁ πρόεδρος Τσὰνγκ Κάϊ Σὲκ ἀπηύθυνε νέον μήνυμα εἰς τὸν λαὸν τῆς Ἐθνικιστικῆς Κίνας. [976, 1884, 1137, 1928]
article-text: ΜΠΑΚΑΡ, 25. (Ἠνωμ. Τύποι).— Ὁ πρόεδρος Σενγκὸρ ἀπέστειλε τηλεγράφημα πρὸς τὸν Ἕλληνα πρωθυπουργόν. [967, 1594, 1137, 1639]
article-text: ΝΕΑ ΥΟΡΚΗ, 25. (Ἠνωμ. Τύποι).— Ἡ πρώτη προβολὴ κουβανικῶν ταινιῶν εἰς τὴν Νέαν Ὑόρκην ἐματαιώθη λόγῳ ἐπεισοδίων ὑπὸ ἀντικαστρικῶν ὁμάδων. [1151, 1159, 1313, 1214]
article-text: Ὁ πρόεδρος Τίτο προσεκλήθη ἐπισήμως ὅπως μεταβῆ εἰς Μόσχαν, διὰ συνομιλίας, μεταβάλλων οὕτως τὴν καταστασιν εἰς τὴν γιουγκοσλαβικὴν πρωτεύουσαν. Ὁ Τίτο προσεκλήθη ὑπὸ τῶν Σοβιετικῶν ἡγετῶν νὰ μεταβῆ συντόμως καὶ νὰ συνεχίση τὰς συνομιλίας. Ἡ πρόσκλησις ἐγένετο ἐν ὄψει τῆς διεισδύσεως τῶν Ἡνωμένων Πολιτειῶν εἰς τὰ Βαλκάνια. Εἰς τὴν Μόσχαν κρατοῦν τὴν ἄποψιν ὅτι ἡ Γιουγκοσλαβία δὲν πρέπει νὰ ἀπομακρυνθῆ. Ὁ χρόνος κατὰ τὸν ὁποῖον ἔγινε ἡ διάσκεψις αὐτὴ καὶ ἡ ἔνταση ὅπως ἦλθε. [34, 272, 216, 450]
article-text: ΒΡΥΞΕΛΛΑΙ, 25. (Ἠνωμ. Τύποι).— Ὁ ἀρχηγὸς τῆς ἀμερικανικῆς ἀντιπροσωπείας εἰς τὰς συνομιλίας ἐνημέρωσε τὸ Συμβούλιον τοῦ ΝΑΤΟ ἐπὶ τῆς πορείας τῶν διαπραγματεύσεων διὰ τὸν περιορισμὸν τῶν στρατηγικῶν ὅπλων. [422, 770, 596, 859]
article-text: Τὴν προσεχῆ μία ἡμέρα τὰ συγγενεῖς καὶ φίλοι τοῦ ἀποβιώσαντος ΑΛΕΞΑΝΔΡΟΥ ΙΩΑΝΝ. ΚΟΚΚΙΝΟΥ καλοῦνται νὰ παραστοῦν εἰς τὴν κηδείαν του. Οἱ συγγενεῖς. [422, 2109, 596, 2164]
continued-label: ΣΥΝΕΧΕΙΑ ΕΚ ΤΗΣ 1ΗΣ ΣΕΛ. [621, 775, 767, 786]
article-text: ΝΕΑ ΥΟΡΚΗ, 25. (Ἠνωμ. Τύποι).— Ἡ πρώτη προβολὴ κουβανικῶν ταινιῶν εἰς τὴν Νέαν Ὑόρκην ἐματαιώθη λόγῳ ἐπεισοδίων ὑπὸ ἀντικαστρικῶν ὁμάδων. [1151, 1159, 1485, 1254]
article-text: ΠΑΡΙΣΙ, 25. (Ἀφρ. Πρακτ.).— Ὁ πρόεδρος Πομπιντοὺ ἐπέδωσε τὰ διάσημα τοῦ Ταξιάρχου τῆς Λεγεῶνος τῆς Τιμῆς εἰς τὴν ὑπουργὸν κ. Μαριὲν Μπλερίτς. [422, 1734, 596, 1789]
center-columns [609, 19, 1137, 2321]
antiquities-sub: ΚΑΤΗΓΟΡΟΥΝΤΑΙ ΔΙΑ ΤΗΝ ΚΑΤΟΧΗΝ ΑΡΧΑΙΩΝ ΕΥΡΗΜΑΤΩΝ [987, 2041, 1126, 2075]
article-text: Τὸ πιὸ μεγάλο ποσοστὸν ἐκ τῶν Ἰρλανδῶν ἐχαιρέτισε τὴν ἀπόφασιν τῆς βρεταννικῆς κυβερνήσεως. [788, 823, 959, 857]
ireland-headline: ΕΠΕΣΕΝ Ο ΠΡΩΤΟΣ ΝΕΚΡΟΣ ΕΙΣ ΙΡΛΑΝΔΙΑΝ ΜΕΤΑ ΤΗΝ ΕΠΕΜΒΑΣΙΝ ΤΗΣ ΜΕΓ. ΒΡΕΤΑΝΝΙΑΣ [624, 682, 1122, 767]
article-text: ΤΕΛ ΑΒΙΒ, 25. (Ἠνωμ. Τύποι).— Ὁ ὑπουργὸς Ἐξωτερικῶν τοῦ Ἰσραὴλ κ. Ἀμπὰ Ἔμπαν, ἀπέρριψε τὸ σχέδιον τοῦ Χουσεΐν. [967, 225, 1137, 270]
article-text: Τὴν προσεχῆ μία ἡμέρα τὰ συγγενεῖς καὶ φίλοι τοῦ ἀποβιώσαντος ΑΛΕΞΑΝΔΡΟΥ ΙΩΑΝΝ. ΚΟΚΚΙΝΟΥ καλοῦνται νὰ παραστοῦν εἰς τὴν κηδείαν του. Οἱ συγγενεῖς. [422, 2047, 596, 2103]
article-text: ΧΙΟΥΣΤΟΝ, 25. (Ρώυτερ).— Τρεῖς Σοβιετικοὶ μηχανικοὶ θὰ ἐπισκεφθοῦν τὸ διαστημικὸν κέντρον τῆς ΝΑΣΑ διὰ τὴν προετοιμασίαν κοινῆς διαστημικῆς πτήσεως. [1322, 894, 1485, 962]
article-text: ΜΑΡΡΑΚΕΣ, Μαρόκον, 25. (Ἰδιαιτ. ὑπηρ.).— Μία ὁμὰς Μαροκινῶν φοιτητῶν κατέλαβε τὸ κτίριον τῆς πρεσβείας τοῦ Μαρόκου εἰς τὴν Δαμασκόν, διαμαρτυρόμενοι ἐναντίον τοῦ βασιλέως Χασσὰν καὶ τῆς καταδίκης πολιτικῶν κρατουμένων. [1322, 590, 1485, 679]
column-rule [602, 19, 604, 2217]
nato-sub: ΚΑΙ ΝΕΟΙ ΔΙΟΡΙΣΜΟΙ ΕΙΣ ΤΑ ΗΝΩΜ. ΕΘΝΗ [425, 67, 592, 88]
column-rule [1144, 19, 1146, 2217]
ad-phone: Τηλ. 525-383, 525-782 [1233, 2131, 1402, 2147]
column-rule [415, 19, 417, 2217]
continued-label: ΣΥΝΕΧΕΙΑ ΕΚ ΤΗΣ 1ΗΣ ΣΕΛ. [621, 1469, 767, 1480]
article-text: γεγονὸς ὅτι οἱ τρεῖς μητροπολῖται τῆς Κύπρου θὰ ἐπιδώσουν αὔριον τὴν ἀπάντησίν των εἰς τὸν Ἀρχιεπίσκοπον Μακάριον. Ἡ ἀπάντησις, κατὰ πληροφορίας, ἐπιμένει εἰς τὴν παραίτησιν τοῦ Ἀρχιεπισκόπου ἀπὸ τὸ προεδρικὸν ἀξίωμα. [609, 1463, 959, 1634]
other-sub: ΑΛΛΑΙ ΠΛΗΡΟΦΟΡΙΑΙ [816, 1502, 929, 1514]
article-text: ἡ βία ἔλαβε νέαν μορφὴν μετὰ τὴν ἀνάληψιν τῆς διοικήσεως τῆς Βορείου Ἰρλανδίας ὑπὸ τῆς βρεταννικῆς κυβερνήσεως. Ἕνας στρατιώτης ἐφονεύθη κατὰ τὴν διάρκειαν ἐπεισοδίων εἰς τὸ Μπέλφαστ. Ὁ Πρωθυπουργὸς κ. Χήθ ἐδήλωσεν ὅτι ἡ κυβέρνησις θὰ παραμείνη ἀποφασισμένη. [967, 940, 1137, 1041]
realestate-ad [1151, 1708, 1485, 2154]
lead-deck: Ζωηραὶ αἱ ἀνησυχίαι ἐκ τῆς προσπαθείας διεισδύσεως τῶν Ἡνωμένων Πολιτειῶν εἰς τὰ Βαλκάνια.— [65, 161, 378, 254]
erim-article: ΚΩΝΣΤΑΝΤΙΝΟΥΠΟΛΙΣ, 25. (Ἠνωμ. Τύποι).— Ὁ Τοῦρκος πρωθυπουργὸς κ. Νιχὰτ Ἐρὶμ, ἐπιστρέψας εἰς Κωνσταντινούπολιν ἐκ τῶν Ἡνωμένων Πολιτειῶν, ἐδήλωσεν ὅτι αἱ σχέσεις τῶν δύο χωρῶν θὰ ἐνισχυθοῦν. Ἐπίσης ἐτόνισεν ὅτι ἀναμένεται βελτίωσις τῶν σχέσεων μὲ τὴν Σοβιετικὴν Ἕνωσιν. —Τώρα, προσέθεσεν ὁ κ. Ἐρίμ, θὰ ἀποβῆ εἰς ὄφελος τῆς Τουρκίας ὁ ταξίδι. Ὁ Τοῦρκος πρωθυπουργὸς κ. Νιχὰτ Ἐρὶμ, ἐπιστρέψας εἰς Κωνσταντινούπολιν ἐκ τῶν Ἡνωμένων Πολιτειῶν, ἐδήλωσεν ὅτι αἱ σχέσεις τῶν δύο χωρῶν θὰ ἐνισχυθοῦν. Ἐπίσης ἐτόνισεν ὅτι ἀναμένεται βελτίωσις τῶν σχέσεων μὲ τὴν Σοβιετικὴν Ἕνωσιν. —Τώρα, προσέθεσεν ὁ κ. Ἐρίμ, θὰ ἀποβῆ εἰς ὄφελος τῆς Τουρκίας ὁ ταξίδι. Ὁ Τοῦρκος πρωθυπουργὸς κ. Νιχὰτ Ἐρὶμ, ἐπιστρέψας εἰς Κωνσταντινούπολιν ἐκ τῶν Ἡνωμένων Πολιτειῶν, ἐδήλωσεν ὅτι αἱ σχέσεις τῶν δύο χωρῶν θὰ ἐνισχυθοῦν. Ἐπίσης ἐτόνισεν ὅτι ἀναμένεται βελτίωσις τῶν σχέσεων μὲ τὴν Σοβιετικὴν Ἕνωσιν. —Τώρα, προσέθεσεν ὁ κ. Ἐρίμ, θὰ ἀποβῆ εἰς ὄφελος τῆς Τουρκίας ὁ ταξίδι. [1151, 177, 1485, 383]
credits-headline: ΠΙΣΤΩΣΕΙΣ ΥΨΟΥΣ 12.000.000.000 ΜΑΡΚΩΝ ΔΙΕΤΕΘΗΣΑΝ ΔΙ' ΕΝΙΣΧΥΣΙΝ ΠΡΟΓΡΑΜΜΑΤΩΝ ΥΠΑΝΑΠΤΥΚΤΩΝ ΧΩΡΩΝ [1161, 1367, 1474, 1412]
narcotics-sub: ΔΙΕΘΝΗΣ ΣΥΜΒΑΣΙΣ ΔΙΑ ΤΑ ΝΑΡΚΩΤΙΚΑ ΥΠΟΓΡΑΦΗ ΣΤΗΝ ΓΕΝΕΥΗΝ [973, 1491, 1132, 1525]
senegal-sub: ΤΗΛΕΓΡΑΦΗΜΑ ΤΟΥ ΠΡΟΕΔΡΟΥ ΤΗΣ ΣΕΝΕΓΑΛΗΣ [968, 1568, 1137, 1590]
archbishop-headline: ΠΙΘΕΤΑΙ ΘΕΜΑ ΠΡΟΣΕΧΟΥΣ ΑΠΟΧΩΡΗΣΕΩΣ ΤΟΥ ΑΡΧΙΕΠΙΣΚΟΠΟΥ ΑΘΗΝΩΝ κ. ΙΕΡΩΝΥΜΟΥ; [42, 1455, 401, 1487]
ad-item: ESSEX σκόνη πλυσίματος βαρέλι 3 κιλών και 2 πακέτα χαρτοπετσέτες SOFTEX 105 [47, 2216, 396, 2246]
subs-article: 170 σοβιετικὰ ὑποβρύχια καὶ 500 σκάφη ἐπιφανείας εἰς τὴν Βόρειον θάλασσαν Ἀπόρρητος ἔκθεσις τοῦ νορβηγικοῦ στρατηγείου ἀνεγνώσθη εἰς τὴν βουλήν.— 100.000 οἱ ναῦτες.— ΟΣΛΟ, 25. (Ἠνωμ. Τύποι).— Ἡ ἔκθεσις τοῦ νορβηγικοῦ στρατηγείου ἀναφέρει ὅτι ὁ σοβιετικὸς στόλος τῆς Βορείου θαλάσσης ἀποτελεῖται ἀπὸ 170 ὑποβρύχια καὶ 500 σκάφη ἐπιφανείας μὲ 100.000 ναύτας. Ἡ ἔκθεσις τοῦ νορβηγικοῦ στρατηγείου ἀναφέρει ὅτι ὁ σοβιετικὸς στόλος τῆς Βορείου θαλάσσης ἀποτελεῖται ἀπὸ 170 ὑποβρύχια καὶ 500 σκάφη ἐπιφανείας μὲ 100.000 ναύτας. Ἡ ἔκθεσις τοῦ νορβηγικοῦ στρατηγείου ἀναφέρει ὅτι ὁ σοβιετικὸς στόλος τῆς Βορείου θαλάσσης ἀποτελεῖται ἀπὸ 170 ὑποβρύχια καὶ 500 σκάφη ἐπιφανείας μὲ 100.000 ναύτας. Ἡ ἔκθεσις τοῦ νορβηγικοῦ στρατηγείου ἀναφέρει ὅτι ὁ σοβιετικὸς στόλος τῆς Βορείου θαλάσσης ἀποτελεῖται ἀπὸ 170 ὑποβρύχια καὶ 500 σκάφη ἐπιφανείας μὲ 100.000 ναύτας. Ἡ ἔκθεσις τοῦ νορβηγικοῦ στρατηγείου ἀναφέρει ὅτι ὁ σοβιετικὸς στόλος τῆς Βορείου θαλάσσης ἀποτελεῖται ἀπὸ 170 ὑποβρύχια καὶ 500 σκάφη ἐπιφανείας μὲ 100.000 ναύτας. Ἡ ἔκθεσις τοῦ νορβηγικοῦ στρατηγείου ἀναφέρει ὅτι ὁ σοβιετικὸς στόλος τῆς Βορείου θαλάσσης ἀποτελεῖται ἀπὸ 170 ὑποβρύχια καὶ 500 σκάφη ἐπιφανείας μὲ 100.000 ναύτας. Ἡ ἔκθεσις τοῦ νορβηγικοῦ στρατηγείου ἀναφέρει ὅτι ὁ σοβιετικὸς στόλος τῆς Βορείου θαλάσσης ἀποτελεῖται ἀπὸ 170 ὑποβρύχια καὶ 500 σκάφη ἐπιφανείας μὲ 100.000 ναύτας. Ἡ ἔκθεσις τοῦ νορβηγικοῦ στρατηγείου ἀναφέρει ὅτι ὁ σοβιετικὸς στόλος τῆς Βορείου θαλάσσης ἀποτελεῖται ἀπὸ 170 ὑποβρύχια καὶ 500 σκάφη ἐπιφανείας μὲ 100.000 ναύτας. [609, 1854, 959, 2321]
article-text: μετέδωσε ἐκ Ἀθηνῶν ὅτι ὁ Ἀρχιεπίσκοπος ἠπείλησε νὰ παραιτηθῆ. Αἱ πληροφορίαι δὲν ἐπιβεβαιοῦνται ὑπὸ τῶν ἐκκλησιαστικῶν κύκλων. [226, 1589, 408, 1645]
lead-article [34, 261, 408, 641]
pope-sub: Ο ΠΑΠΑΣ ΠΡΟΣΕΥΧΗ [997, 875, 1108, 886]
ad-line: Διαμερίσματα καὶ καταστήματα λουξ κατασκευῆς μὲ καλοριφέρ. [1170, 1829, 1466, 1864]
funeral-headline: ΚΗΔΕΙΑΙ [482, 2030, 535, 2044]
ad-line: Συμβόλαια ἀμέσως. [1240, 1981, 1396, 1999]
article-text: ΑΘΗΝΑΙ, 25.— Συνελήφθη ὑπὸ τῆς Ἀστυνομίας κάτοικος τῶν Ἀθηνῶν, εἰς τὴν κατοχὴν τοῦ ὁποίου ἀνευρέθησαν ἀρχαῖα εὑρήματα. [976, 2139, 1137, 2195]
phone-row: 3.221.292 ἀντὶ τοῦ παλαιοῦ 221.292 [429, 1425, 570, 1450]
ad-item: ΧΑΛΒΑΣ βανίλια 400γρ. 11,60 [47, 2064, 396, 2094]
article-text: ΑΘΗΝΑΙ, 25.— Συνελήφθη ὑπὸ τῆς Ἀστυνομίας κάτοικος τῶν Ἀθηνῶν, εἰς τὴν κατοχὴν τοῦ ὁποίου ἀνευρέθησαν ἀρχαῖα εὑρήματα. [976, 2079, 1137, 2135]
article-text: Ὁ πρόεδρος τοῦ Σουδᾶν κ. Νιμεϊρι εἶς συνεντεύξιν του ἐδήλωσεν ὅτι ἡ χώρα του εἶναι διατεθειμένη νὰ ὑποστηρίξη τὸ σχέδιον τοῦ βασιλέως Χουσεΐν διὰ τὴν δημιουργίαν ὁμοσπονδίας Ἰορδανίας καὶ Δυτικῆς Ὄχθης. Ἡ ἐφημερὶς «Αχράμ» τοῦ Καΐρου γράφει ὅτι οἱ Ρῶσοι δὲν ζητοῦν ναυτικὰς βάσεις εἰς τὴν Αἴγυπτον. [609, 171, 959, 449]
phone-row: 3.230.194 ἀντὶ τοῦ παλαιοῦ 230.194 [429, 1348, 570, 1373]
article-text: ΠΑΡΙΣΙΟΙ, 25. (Ἀθην. Πρακτ.).— Πρὸς τιμὴν τοῦ ἐνταῦθα πρεσβευτοῦ τῆς Ἑλλάδος ἐδόθη ἐπίσημον γεῦμα, κατὰ τὸ ὁποῖον ἀντηλλάγησαν προπόσεις. [422, 910, 596, 965]
phone-row: 3.235.885 ἀντὶ τοῦ παλαιοῦ 235.885 [429, 1400, 570, 1424]
article-text: Διπλωματικαὶ μεταβολαὶ ἀφοροῦσαι κυρίως τὰς θέσεις παρὰ τῷ ΝΑΤΟ καὶ τῷ ΟΗΕ ἀπεφασίσθησαν ὑπὸ τῆς τουρκικῆς κυβερνήσεως. Ὁ κ. Ὀρχάν Ἐράλπ, μέχρι τοῦδε μόνιμος ἀντιπρόσωπος εἰς τὸ ΝΑΤΟ, διορίζεται εἰς τὰ Ἡνωμένα Ἔθνη. [422, 186, 596, 264]
article-text: Ὁ Τοῦρκος πρωθυπουργὸς κ. Νιχὰτ Ἐρὶμ, ἐπιστρέψας εἰς Κωνσταντινούπολιν ἐκ τῶν Ἡνωμένων Πολιτειῶν, ἐδήλωσεν ὅτι αἱ σχέσεις τῶν δύο χωρῶν θὰ ἐνισχυθοῦν. Ἐπίσης ἐτόνισεν ὅτι ἀναμένεται βελτίωσις τῶν σχέσεων μὲ τὴν Σοβιετικὴν Ἕνωσιν. —Τώρα, προσέθεσεν ὁ κ. Ἐρίμ, θὰ ἀποβῆ εἰς ὄφελος τῆς Τουρκίας ὁ ταξίδι. [1322, 249, 1485, 371]
ad-oil-unit: ΦΙΑΛΗ ΕΝΟΣ ΛΙΤΡΟΥ ΔΡΑΧΜΑΣ [122, 2331, 196, 2393]
archbishop-article [34, 1491, 408, 1890]
article-text: Ἡ ἔκθεσις τοῦ νορβηγικοῦ στρατηγείου ἀναφέρει ὅτι ὁ σοβιετικὸς στόλος τῆς Βορείου θαλάσσης ἀποτελεῖται ἀπὸ 170 ὑποβρύχια καὶ 500 σκάφη ἐπιφανείας μὲ 100.000 ναύτας. [609, 2253, 779, 2321]
nato-headline: ΔΙΠΛΩΜΑΤΙΚΑΙ ΑΛΛΑΓΑΙ ΕΙΣ ΘΕΣΕΙΣ ΤΟΥ ΝΑΤΟ ΔΕΝΗΡΓΗΣΕΝ Η ΑΓΚΥΡΑ [426, 25, 591, 63]
article-text: Ἡ ἔκθεσις τοῦ νορβηγικοῦ στρατηγείου ἀναφέρει ὅτι ὁ σοβιετικὸς στόλος τῆς Βορείου θαλάσσης ἀποτελεῖται ἀπὸ 170 ὑποβρύχια καὶ 500 σκάφη ἐπιφανείας μὲ 100.000 ναύτας. [609, 2181, 779, 2248]
article-text: Διπλωματικαὶ μεταβολαὶ ἀφοροῦσαι κυρίως τὰς θέσεις παρὰ τῷ ΝΑΤΟ καὶ τῷ ΟΗΕ ἀπεφασίσθησαν ὑπὸ τῆς τουρκικῆς κυβερνήσεως. Ὁ κ. Ὀρχάν Ἐράλπ, μέχρι τοῦδε μόνιμος ἀντιπρόσωπος εἰς τὸ ΝΑΤΟ, διορίζεται εἰς τὰ Ἡνωμένα Ἔθνη. [422, 437, 596, 515]
article-text: ΒΟΝΝΗ, 25. (Ἠνωμ. Τύποι).— Ἡ Δυτικὴ Γερμανία διέθεσε πιστώσεις ὕψους 12.000.000.000 μάρκων διὰ τὴν ἐνίσχυσιν τῶν προγραμμάτων τῶν ὑπαναπτύκτων χωρῶν κατὰ τὴν περίοδον 1971—1980. [1151, 1498, 1313, 1577]
article-text: Ὁ πρόεδρος Τίτο προσεκλήθη ἐπισήμως ὅπως μεταβῆ εἰς Μόσχαν, διὰ συνομιλίας, μεταβάλλων οὕτως τὴν καταστασιν εἰς τὴν γιουγκοσλαβικὴν πρωτεύουσαν. Ὁ Τίτο προσεκλήθη ὑπὸ τῶν Σοβιετικῶν ἡγετῶν νὰ μεταβῆ συντόμως καὶ νὰ συνεχίση τὰς συνομιλίας. Ἡ πρόσκλησις ἐγένετο ἐν ὄψει τῆς διεισδύσεως τῶν Ἡνωμένων Πολιτειῶν εἰς τὰ Βαλκάνια. Εἰς τὴν Μόσχαν κρατοῦν τὴν ἄποψιν ὅτι ἡ Γιουγκοσλαβία δὲν πρέπει νὰ ἀπομακρυνθῆ. Ὁ χρόνος κατὰ τὸν ὁποῖον ἔγινε ἡ διάσκεψις αὐτὴ καὶ ἡ ἔνταση ὅπως ἦλθε. [226, 355, 408, 534]
article-text: Διπλωματικαὶ μεταβολαὶ ἀφοροῦσαι κυρίως τὰς θέσεις παρὰ τῷ ΝΑΤΟ καὶ τῷ ΟΗΕ ἀπεφασίσθησαν ὑπὸ τῆς τουρκικῆς κυβερνήσεως. Ὁ κ. Ὀρχάν Ἐράλπ, μέχρι τοῦδε μόνιμος ἀντιπρόσωπος εἰς τὸ ΝΑΤΟ, διορίζεται εἰς τὰ Ἡνωμένα Ἔθνη. [422, 353, 596, 431]
article-text: Ὁ Τοῦρκος πρωθυπουργὸς κ. Νιχὰτ Ἐρὶμ, ἐπιστρέψας εἰς Κωνσταντινούπολιν ἐκ τῶν Ἡνωμένων Πολιτειῶν, ἐδήλωσεν ὅτι αἱ σχέσεις τῶν δύο χωρῶν θὰ ἐνισχυθοῦν. Ἐπίσης ἐτόνισεν ὅτι ἀναμένεται βελτίωσις τῶν σχέσεων μὲ τὴν Σοβιετικὴν Ἕνωσιν. —Τώρα, προσέθεσεν ὁ κ. Ἐρίμ, θὰ ἀποβῆ εἰς ὄφελος τῆς Τουρκίας ὁ ταξίδι. [1151, 177, 1485, 383]
nato-meeting-headline: ΤΟ ΝΑΤΟ ΕΝΗΜΕΡΩΘΗ ΕΠΙ ΤΩΝ ΣΥΝΟΜΙΛΙΩΝ ΡΩΣΩΝ ΚΑΙ ΑΜΕΡΙΚΑΝΩΝ ΔΙΑ ΤΟΝ ΑΦΟΠΛΙΣΜΟΝ [422, 527, 596, 578]
phone-row: 3.232.465 ἀντὶ τοῦ παλαιοῦ 232.465 [429, 1374, 570, 1399]
article-text: γεγονὸς ὅτι οἱ τρεῖς μητροπολῖται τῆς Κύπρου θὰ ἐπιδώσουν αὔριον τὴν ἀπάντησίν των εἰς τὸν Ἀρχιεπίσκοπον Μακάριον. Ἡ ἀπάντησις, κατὰ πληροφορίας, ἐπιμένει εἰς τὴν παραίτησιν τοῦ Ἀρχιεπισκόπου ἀπὸ τὸ προεδρικὸν ἀξίωμα. [609, 1484, 779, 1572]
ad-item: ΣΤΑΡ μακαρόνια πακέτο μισού κιλού 4,80 [47, 2095, 396, 2124]
press-sub: ΤΟ «ΑΣΣ. ΠΡΕΣ» [274, 1573, 360, 1585]
article-text: Διπλωματικαὶ μεταβολαὶ ἀφοροῦσαι κυρίως τὰς θέσεις παρὰ τῷ ΝΑΤΟ καὶ τῷ ΟΗΕ ἀπεφασίσθησαν ὑπὸ τῆς τουρκικῆς κυβερνήσεως. Ὁ κ. Ὀρχάν Ἐράλπ, μέχρι τοῦδε μόνιμος ἀντιπρόσωπος εἰς τὸ ΝΑΤΟ, διορίζεται εἰς τὰ Ἡνωμένα Ἔθνη. [422, 103, 596, 181]
article-text: ΚΑΜΠΑΛΑ, Οὐγκάντα, 25. (Ἀσσ. Πρές).— Ὁ πρόεδρος Ἀμὶν ἀνεκοίνωσεν ὅτι ἡ χώρα του ἀκυρώνει ὅλας τὰς παραγγελίας ὅπλων ἀπὸ τὸ Ἰσραήλ. [422, 1962, 596, 2018]
ad-oil-line: ΛΑΔΙ ΧΡΥΣΑΦΙ ΤΗΣ ΕΛΙΑΣ [127, 2303, 315, 2319]
article-text: τὰς τῆς ὑπάρξεως ἑνὸς τοιούτου θέματος, ἐπειδὴ ἔπρεπε νὰ δοθῆ ἐξήγησις. Ἡ ἐφημερὶς «Ἐλεύθερος Κόσμος» ἀναγράφει σχετικῶς ὅτι ὁ Ἀρχιεπίσκοπος Ἀθηνῶν κ. Ἱερώνυμος θέτει θέμα παραιτήσεώς του, ἐφόσον ἡ Ἱερὰ Σύνοδος δὲν ἀποδεχθῆ τὰς προτάσεις του διὰ τὴν ἐκκλησιαστικὴν ἀναδιοργάνωσιν. [34, 1512, 216, 1611]
article-text: ΑΘΗΝΑΙ, 25.— Συνελήφθη ὑπὸ τῆς Ἀστυνομίας κάτοικος τῶν Ἀθηνῶν, εἰς τὴν κατοχὴν τοῦ ὁποίου ἀνευρέθησαν ἀρχαῖα εὑρήματα. [976, 2201, 1137, 2257]
article-text: Ὁ πρόεδρος τοῦ Σουδᾶν κ. Νιμεϊρι εἶς συνεντεύξιν του ἐδήλωσεν ὅτι ἡ χώρα του εἶναι διατεθειμένη νὰ ὑποστηρίξη τὸ σχέδιον τοῦ βασιλέως Χουσεΐν διὰ τὴν δημιουργίαν ὁμοσπονδίας Ἰορδανίας καὶ Δυτικῆς Ὄχθης. Ἡ ἐφημερὶς «Αχράμ» τοῦ Καΐρου γράφει ὅτι οἱ Ρῶσοι δὲν ζητοῦν ναυτικὰς βάσεις εἰς τὴν Αἴγυπτον. [609, 298, 779, 410]
sudan-article: ΧΑΡΤΟΥΜ, 25. (Ἠνωμ. Τύποι).— Ὁ πρόεδρος τοῦ Σουδᾶν κ. Νιμεϊρι εἶς συνεντεύξιν του ἐδήλωσεν ὅτι ἡ χώρα του εἶναι διατεθειμένη νὰ ὑποστηρίξη τὸ σχέδιον τοῦ βασιλέως Χουσεΐν διὰ τὴν δημιουργίαν ὁμοσπονδίας Ἰορδανίας καὶ Δυτικῆς Ὄχθης. Ἡ ἐφημερὶς «Αχράμ» τοῦ Καΐρου γράφει ὅτι οἱ Ρῶσοι δὲν ζητοῦν ναυτικὰς βάσεις εἰς τὴν Αἴγυπτον. Ὁ πρόεδρος τοῦ Σουδᾶν κ. Νιμεϊρι εἶς συνεντεύξιν του ἐδήλωσεν ὅτι ἡ χώρα του εἶναι διατεθειμένη νὰ ὑποστηρίξη τὸ σχέδιον τοῦ βασιλέως Χουσεΐν διὰ τὴν δημιουργίαν ὁμοσπονδίας Ἰορδανίας καὶ Δυτικῆς Ὄχθης. Ἡ ἐφημερὶς «Αχράμ» τοῦ Καΐρου γράφει ὅτι οἱ Ρῶσοι δὲν ζητοῦν ναυτικὰς βάσεις εἰς τὴν Αἴγυπτον. Ὁ πρόεδρος τοῦ Σουδᾶν κ. Νιμεϊρι εἶς συνεντεύξιν του ἐδήλωσεν ὅτι ἡ χώρα του εἶναι διατεθειμένη νὰ ὑποστηρίξη τὸ σχέδιον τοῦ βασιλέως Χουσεΐν διὰ τὴν δημιουργίαν ὁμοσπονδίας Ἰορδανίας καὶ Δυτικῆς Ὄχθης. Ἡ ἐφημερὶς «Αχράμ» τοῦ Καΐρου γράφει ὅτι οἱ Ρῶσοι δὲν ζητοῦν ναυτικὰς βάσεις εἰς τὴν Αἴγυπτον. Ο ΣΑΝΤΑΤ ΕΙΣ ΤΗΝ ΜΗΤΡΟΠΟΛΙΝ ΤΟΥ ΑΡΑΒΙΚΟΥ ΚΟΣΜΟΥ ΚΑΪΡΟΝ, 25. (Ἠνωμ. Τύποι).— Ὁ πρόεδρος Σαντὰτ ἀνεχώρησεν διὰ τὴν Λιβύην, ὅπου θὰ συναντηθῆ μὲ τὸν συνταγματάρχην Καντάφι διὰ συνομιλίας. ΚΑΪΡΟΝ, 25. (Ἠνωμ. Τύποι).— Ὁ πρόεδρος Σαντὰτ ἀνεχώρησεν διὰ τὴν Λιβύην, ὅπου θὰ συναντηθῆ μὲ τὸν συνταγματάρχην Καντάφι διὰ συνομιλίας. ΑΙ ΡΩΣΙΚΑΙ ΒΑΣΕΙΣ ΚΑΪΡΟΝ, 25. (Ἠνωμ. Τύποι).— Ἡ ἐφημερὶς «Αχράμ» γράφει ὅτι ἡ Σοβιετικὴ Ἕνωσις οὐδέποτε ἐζήτησε τὴν παραχώρησιν ναυτικῶν βάσεων. Ο ΕΜΠΑΝ ΑΠΟΡΡΙΠΤΕΙ ΤΕΛ ΑΒΙΒ, 25. (Ἠνωμ. Τύποι).— Ὁ ὑπουργὸς Ἐξωτερικῶν τοῦ Ἰσραὴλ κ. Ἀμπὰ Ἔμπαν, ἀπέρριψε τὸ σχέδιον τοῦ Χουσεΐν. Ο ΑΡΑΦΑΤ ΕΙΣ ΒΕΛΙΓΡΑΔΙ ΒΕΛΙΓΡΑΔΙ, 25. (Ρώυτερ).— Ὁ ἀρχηγὸς τῆς Παλαιστινιακῆς Ἀπελευθερωτικῆς Ὀργανώσεως ἔφθασεν εἰς Βελιγράδι. Ὁ πρόεδρος τοῦ Σουδᾶν κ. Νιμεϊρι εἶς συνεντεύξιν του ἐδήλωσεν ὅτι ἡ χώρα του εἶναι διατεθειμένη νὰ ὑποστηρίξη τὸ σχέδιον τοῦ βασιλέως Χουσεΐν διὰ τὴν δημιουργίαν ὁμοσπονδίας Ἰορδανίας καὶ Δυτικῆς Ὄχθης. Ἡ ἐφημερὶς «Αχράμ» τοῦ Καΐρου γράφει ὅτι οἱ Ρῶσοι δὲν ζητοῦν ναυτικὰς βάσεις εἰς τὴν Αἴγυπτον. [609, 171, 1137, 452]
article-text: Ἡ ἔκθεσις τοῦ νορβηγικοῦ στρατηγείου ἀναφέρει ὅτι ὁ σοβιετικὸς στόλος τῆς Βορείου θαλάσσης ἀποτελεῖται ἀπὸ 170 ὑποβρύχια καὶ 500 σκάφη ἐπιφανείας μὲ 100.000 ναύτας. [788, 2243, 959, 2309]
erim-sub: ΑΝΑΜΕΝΕΙ ΕΝΙΣΧΥΣΙΝ ΤΩΝ ΔΕΣΜΩΝ ΚΑΙ ΜΕΤΑ ΤΗΣ ΣΟΒΙΕΤΙΚΗΣ ΕΝΩΣΕΩΣ [1157, 139, 1478, 174]
subs-deck: Ἀπόρρητος ἔκθεσις τοῦ νορβηγικοῦ στρατηγείου ἀνεγνώσθη εἰς τὴν βουλήν.— 100.000 οἱ ναῦτες.— [609, 1965, 937, 2019]
column-5 [1151, 19, 1485, 2217]
article-text: ΚΩΝΣΤΑΝΤΙΝΟΥΠΟΛΙΣ, 25. (Ἠνωμ. Τύποι).— Ἐντάλματα συλλήψεως ἐξεδόθησαν κατὰ 139 φυγοδίκων, οἱ ὁποῖοι κατηγοροῦνται διὰ συμμετοχὴν εἰς τρομοκρατικὰς ὀργανώσεις. [422, 1152, 596, 1219]
article-text: ΒΟΝΝΗ, 25. (Ἠνωμ. Τύποι).— Ἡ Δυτικὴ Γερμανία διέθεσε πιστώσεις ὕψους 12.000.000.000 μάρκων διὰ τὴν ἐνίσχυσιν τῶν προγραμμάτων τῶν ὑπαναπτύκτων χωρῶν κατὰ τὴν περίοδον 1971—1980. [1322, 1455, 1485, 1533]
article-text: Ἡ Σοβιετικὴ ἀντιπροσωπεία ἐζήτησε καὶ πάλιν τὴν σύγκλησιν παγκοσμίου διασκέψεως ἐπὶ τοῦ ἀφοπλισμοῦ, ὑπὸ τὴν αἰγίδα τῶν Ἡνωμένων Ἐθνῶν. Ἡ πρότασις ὑπεβλήθη ἐνώπιον τῆς Γενικῆς Συνελεύσεως μετὰ μακρὰν ἀνάλυσιν τῶν ἐξελίξεων εἰς τὸν τομέα τῶν ἐξοπλισμῶν. [34, 983, 216, 1072]
article-text: ΒΡΥΞΕΛΛΑΙ, 25. (Ἠνωμ. Τύποι).— Ὁ ἀρχηγὸς τῆς ἀμερικανικῆς ἀντιπροσωπείας εἰς τὰς συνομιλίας ἐνημέρωσε τὸ Συμβούλιον τοῦ ΝΑΤΟ ἐπὶ τῆς πορείας τῶν διαπραγματεύσεων διὰ τὸν περιορισμὸν τῶν στρατηγικῶν ὅπλων. [422, 675, 596, 764]
article-text: Ὁ πρόεδρος Τίτο προσεκλήθη ἐπισήμως ὅπως μεταβῆ εἰς Μόσχαν, διὰ συνομιλίας, μεταβάλλων οὕτως τὴν καταστασιν εἰς τὴν γιουγκοσλαβικὴν πρωτεύουσαν. Ὁ Τίτο προσεκλήθη ὑπὸ τῶν Σοβιετικῶν ἡγετῶν νὰ μεταβῆ συντόμως καὶ νὰ συνεχίση τὰς συνομιλίας. Ἡ πρόσκλησις ἐγένετο ἐν ὄψει τῆς διεισδύσεως τῶν Ἡνωμένων Πολιτειῶν εἰς τὰ Βαλκάνια. Εἰς τὴν Μόσχαν κρατοῦν τὴν ἄποψιν ὅτι ἡ Γιουγκοσλαβία δὲν πρέπει νὰ ἀπομακρυνθῆ. Ὁ χρόνος κατὰ τὸν ὁποῖον ἔγινε ἡ διάσκεψις αὐτὴ καὶ ἡ ἔνταση ὅπως ἦλθε. [226, 724, 408, 902]
nyc-headline: ΟΜΑΔΕΣ ΑΝΤΙΚΑΣΤΡΙΚΩΝ ΕΙΣ ΤΗΝ ΝΕΑΝ ΥΟΡΚΗΝ ΕΜΑΤΑΙΩΣΑΝ ΤΗΝ ΠΡΟΒΟΛΗΝ ΚΟΥΒΑΝΙΚΟΥ ΦΙΛΜ [1178, 1111, 1457, 1156]
dogs-headline: ΑΔΕΣΠΟΤΟΙ ΚΥΝΕΣ ΚΑΤΕΣΠΑΡΑΞΑΝ ΟΓΔΟΝΤΑ ΕΡΙΦΙΑ [432, 1463, 586, 1502]
article-text: Ὁ Τοῦρκος πρωθυπουργὸς κ. Νιχὰτ Ἐρὶμ, ἐπιστρέψας εἰς Κωνσταντινούπολιν ἐκ τῶν Ἡνωμένων Πολιτειῶν, ἐδήλωσεν ὅτι αἱ σχέσεις τῶν δύο χωρῶν θὰ ἐνισχυθοῦν. Ἐπίσης ἐτόνισεν ὅτι ἀναμένεται βελτίωσις τῶν σχέσεων μὲ τὴν Σοβιετικὴν Ἕνωσιν. —Τώρα, προσέθεσεν ὁ κ. Ἐρίμ, θὰ ἀποβῆ εἰς ὄφελος τῆς Τουρκίας ὁ ταξίδι. [1151, 188, 1313, 322]
ad-oil-price: 30 [211, 2315, 323, 2408]
article-text: Ἡ Σοβιετικὴ ἀντιπροσωπεία ἐζήτησε καὶ πάλιν τὴν σύγκλησιν παγκοσμίου διασκέψεως ἐπὶ τοῦ ἀφοπλισμοῦ, ὑπὸ τὴν αἰγίδα τῶν Ἡνωμένων Ἐθνῶν. Ἡ πρότασις ὑπεβλήθη ἐνώπιον τῆς Γενικῆς Συνελεύσεως μετὰ μακρὰν ἀνάλυσιν τῶν ἐξελίξεων εἰς τὸν τομέα τῶν ἐξοπλισμῶν. [226, 908, 408, 997]
mission-headline: ΜΙΑ ΒΡΕΤΑΝΝΙΚΗ ΣΤΡΑΤΙΩΤΙΚΗ ΑΠΟΣΤΟΛΗ ΕΠΙΧΕΙΡΕΙ ΤΗΝ ΠΡΩΤΗΝ ΔΙΑΔΡΟΜΗΝ ΑΠΟ ΤΗΣ ΑΛΑΣΚΑΣ ΕΙΣ ΤΗΝ ΓΗΝ ΤΟΥ ΠΥΡΟΣ [48, 659, 394, 706]
nyc-article [1151, 1159, 1485, 1349]
article-text: ΒΕΛΙΓΡΑΔΙ, 25. (Ρώυτερ).— Ὁ ἀρχηγὸς τῆς Παλαιστινιακῆς Ἀπελευθερωτικῆς Ὀργανώσεως ἔφθασεν εἰς Βελιγράδι. [967, 291, 1137, 335]
synod-article [609, 1463, 1137, 1834]
article-text: ΛΕΥΚΩΣΙΑ, 25. (Γιά. Ὑπηρ.).— Ἡ ἀπόφασις τῆς Ἱερᾶς Συνόδου ἀναμένεται μὲ ἐνδιαφέρον ἀπὸ ὅλους τοὺς πολιτικοὺς κύκλους. [788, 1517, 959, 1562]
ad-company: ΚΑΛΑΜΑΡΑΣ-ΠΑΓΚΑΛΟΣ [1229, 2053, 1406, 2111]
sheikh-sub: Ο ΣΕΙΧΗΣ ΚΑΪ-ΣΕΚ ΑΠΕΙΛΕΙ ΠΑΛΙΝ ΤΗΝ ΛΑ·ΪΚΗΝ ΚΙΝΑΝ [984, 1857, 1130, 1880]
article-text: γεγονὸς ὅτι οἱ τρεῖς μητροπολῖται τῆς Κύπρου θὰ ἐπιδώσουν αὔριον τὴν ἀπάντησίν των εἰς τὸν Ἀρχιεπίσκοπον Μακάριον. Ἡ ἀπάντησις, κατὰ πληροφορίας, ἐπιμένει εἰς τὴν παραίτησιν τοῦ Ἀρχιεπισκόπου ἀπὸ τὸ προεδρικὸν ἀξίωμα. [788, 1463, 1137, 1634]
